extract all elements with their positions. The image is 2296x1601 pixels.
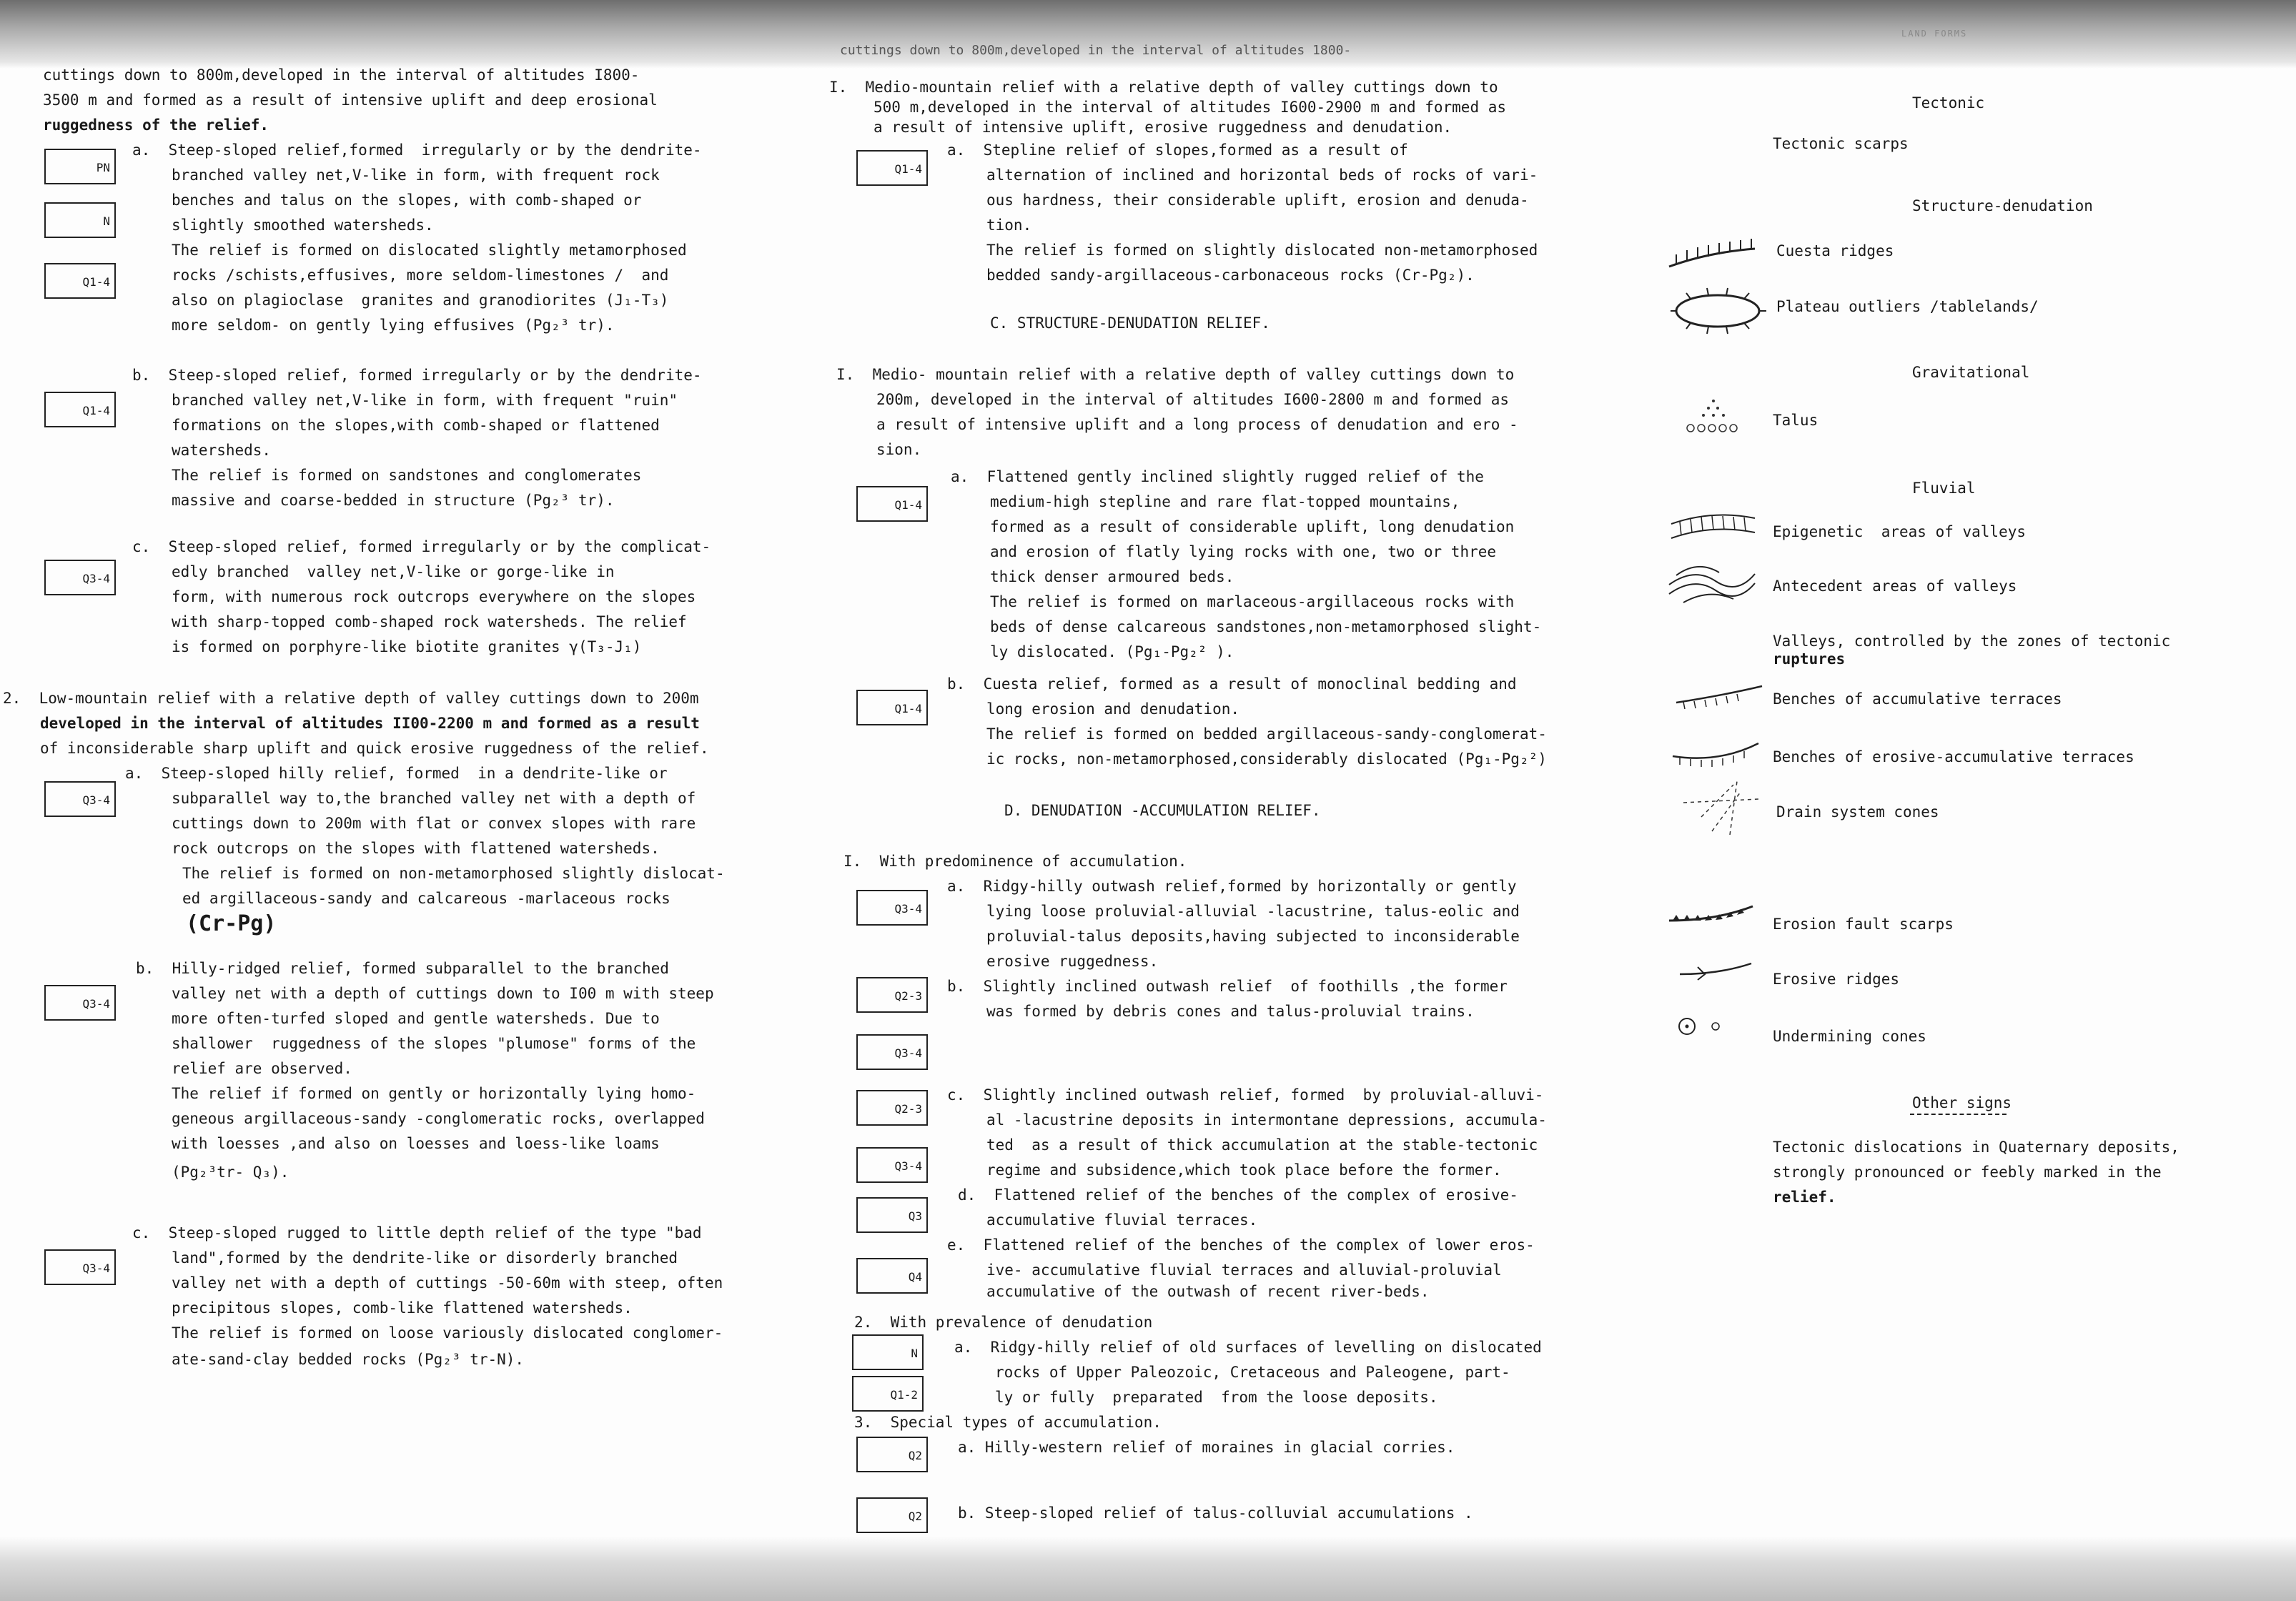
text-line: long erosion and denudation. [986,700,1240,718]
legend-label: Antecedent areas of valleys [1773,578,2017,595]
text-line: cuttings down to 200m with flat or convex slopes with rare [172,815,696,832]
text-line: rock outcrops on the slopes with flattened watersheds. [172,840,660,857]
legend-box: Q1-4 [856,486,928,522]
legend-box: Q3 [856,1197,928,1233]
legend-box: PN [44,149,116,184]
text-line: regime and subsidence,which took place before the former. [986,1161,1502,1179]
heading-tectonic: Tectonic [1912,94,1985,111]
text-line: a. Hilly-western relief of moraines in glacial corries. [958,1439,1455,1456]
text-line: shallower ruggedness of the slopes "plumose" forms of the [172,1035,696,1052]
legend-box: Q2 [856,1437,928,1472]
epigenetic-valley-icon [1666,510,1758,549]
dashed-line-sign [1910,1114,2006,1115]
text-line: land",formed by the dendrite-like or disorderly branched [172,1249,678,1267]
erosive-accumulative-terrace-icon [1669,742,1762,770]
legend-box: Q1-4 [44,263,116,299]
legend-box: Q2-3 [856,1090,928,1126]
text-line: watersheds. [172,442,272,459]
text-line: geneous argillaceous-sandy -conglomeratic rocks, overlapped [172,1110,705,1127]
text-line: is formed on porphyre-like biotite granites γ(T₃-J₁) [172,638,642,655]
text-line: (Cr-Pg) [186,911,277,936]
text-line: medium-high stepline and rare flat-topped mountains, [990,493,1460,510]
text-line: (Pg₂³tr- Q₃). [172,1164,290,1181]
text-line: more seldom- on gently lying effusives (Pg₂³ tr). [172,317,615,334]
legend-box: Q4 [856,1258,928,1294]
text-line: b. Steep-sloped relief, formed irregularly or by the dendrite- [132,367,702,384]
legend-label: Benches of accumulative terraces [1773,690,2062,708]
legend-label: Cuesta ridges [1776,242,1894,259]
legend-label: Epigenetic areas of valleys [1773,523,2027,540]
text-line: subparallel way to,the branched valley net with a depth of [172,790,696,807]
text-line: beds of dense calcareous sandstones,non-metamorphosed slight- [990,618,1542,635]
text-line: ate-sand-clay bedded rocks (Pg₂³ tr-N). [172,1351,525,1368]
legend-label: Benches of erosive-accumulative terraces [1773,748,2134,765]
text-line: was formed by debris cones and talus-proluvial trains. [986,1003,1475,1020]
legend-box: N [852,1334,924,1370]
text-line: The relief is formed on dislocated slightly metamorphosed [172,242,687,259]
text-line: with loesses ,and also on loesses and loess-like loams [172,1135,660,1152]
text-line: The relief is formed on non-metamorphosed slightly dislocat- [182,865,725,882]
text-line: ed argillaceous-sandy and calcareous -marlaceous rocks [182,890,671,907]
legend-label: Plateau outliers /tablelands/ [1776,298,2039,315]
heading-gravitational: Gravitational [1912,364,2030,381]
text-line: e. Flattened relief of the benches of the complex of lower eros- [947,1236,1535,1254]
text-line: 200m, developed in the interval of altitudes I600-2800 m and formed as [876,391,1510,408]
text-line: a. Steep-sloped hilly relief, formed in a dendrite-like or [125,765,668,782]
text-line: edly branched valley net,V-like or gorge-like in [172,563,615,580]
text-line: The relief is formed on marlaceous-argillaceous rocks with [990,593,1515,610]
text-line: and erosion of flatly lying rocks with one, two or three [990,543,1497,560]
text-line: tion. [986,217,1032,234]
legend-box: Q3-4 [856,890,928,926]
text-line: more often-turfed sloped and gentle watersheds. Due to [172,1010,660,1027]
legend-label: Drain system cones [1776,803,1939,821]
text-line: precipitous slopes, comb-like flattened watersheds. [172,1299,633,1317]
text-line: a result of intensive uplift, erosive ruggedness and denudation. [874,119,1453,136]
heading-fluvial: Fluvial [1912,480,1976,497]
text-line: a. Flattened gently inclined slightly rugged relief of the [951,468,1484,485]
undermining-cone-icon [1676,1013,1733,1039]
text-line: also on plagioclase granites and granodiorites (J₁-T₃) [172,292,669,309]
text-line: sion. [876,441,922,458]
legend-box: Q2-3 [856,977,928,1013]
text-line: I. Medio-mountain relief with a relative depth of valley cuttings down to [829,79,1498,96]
text-line: I. With predominence of accumulation. [843,853,1187,870]
text-line: formations on the slopes,with comb-shaped or flattened [172,417,660,434]
cuesta-ridge-icon [1666,234,1758,277]
legend-box: Q3-4 [856,1034,928,1070]
text-line: ic rocks, non-metamorphosed,considerably dislocated (Pg₁-Pg₂²) [986,750,1547,768]
text-line: The relief is formed on loose variously dislocated conglomer- [172,1324,723,1342]
drain-cone-icon [1680,774,1766,838]
text-line: c. Slightly inclined outwash relief, formed by proluvial-alluvi- [947,1086,1544,1104]
text-line: The relief is formed on slightly dislocated non-metamorphosed [986,242,1538,259]
text-line: branched valley net,V-like in form, with frequent rock [172,167,660,184]
erosive-ridge-icon [1676,960,1755,985]
text-line: branched valley net,V-like in form, with frequent "ruin" [172,392,678,409]
text-line: d. Flattened relief of the benches of the complex of erosive- [958,1186,1518,1204]
legend-label: Talus [1773,412,1819,429]
text-line: b. Slightly inclined outwash relief of foothills ,the former [947,978,1508,995]
text-line: c. Steep-sloped relief, formed irregularly or by the complicat- [132,538,711,555]
text-line: with sharp-topped comb-shaped rock watersheds. The relief [172,613,687,630]
text-line: valley net with a depth of cuttings down to I00 m with steep [172,985,714,1002]
text-line: ruggedness of the relief. [43,117,269,134]
section-heading-c: C. STRUCTURE-DENUDATION RELIEF. [990,314,1270,332]
text-line: b. Cuesta relief, formed as a result of monoclinal bedding and [947,675,1517,693]
plateau-outlier-icon [1669,284,1769,338]
text-line: a. Ridgy-hilly outwash relief,formed by horizontally or gently [947,878,1517,895]
text-line: a result of intensive uplift and a long process of denudation and ero - [876,416,1518,433]
legend-label: Erosion fault scarps [1773,916,1954,933]
text-line: 2. With prevalence of denudation [854,1314,1153,1331]
text-line: 500 m,developed in the interval of altitudes I600-2900 m and formed as [874,99,1507,116]
text-line: cuttings down to 800m,developed in the interval of altitudes I800- [43,66,640,84]
legend-label: ruptures [1773,650,1846,668]
accumulative-terrace-icon [1673,685,1766,713]
text-line: form, with numerous rock outcrops everywhere on the slopes [172,588,696,605]
text-line: of inconsiderable sharp uplift and quick erosive ruggedness of the relief. [40,740,709,757]
talus-icon [1683,395,1748,438]
legend-label: Tectonic dislocations in Quaternary deposits, [1773,1139,2179,1156]
legend-box: Q2 [856,1497,928,1533]
text-line: relief are observed. [172,1060,352,1077]
text-line: al -lacustrine deposits in intermontane depressions, accumula- [986,1111,1547,1129]
antecedent-valley-icon [1666,560,1758,610]
legend-box: Q3-4 [44,560,116,595]
legend-box: Q3-4 [44,1249,116,1285]
legend-label: Valleys, controlled by the zones of tectonic [1773,633,2171,650]
text-line: a. Stepline relief of slopes,formed as a result of [947,142,1408,159]
section-heading-d: D. DENUDATION -ACCUMULATION RELIEF. [1004,802,1321,819]
heading-structure-denudation: Structure-denudation [1912,197,2093,214]
text-line: massive and coarse-bedded in structure (Pg₂³ tr). [172,492,615,509]
text-line: ly or fully preparated from the loose deposits. [995,1389,1438,1406]
text-line: formed as a result of considerable uplift, long denudation [990,518,1515,535]
legend-box: Q1-4 [856,150,928,186]
legend-box: Q3-4 [44,985,116,1021]
legend-label: relief. [1773,1189,1836,1206]
text-line: ted as a result of thick accumulation at the stable-tectonic [986,1136,1538,1154]
legend-label: strongly pronounced or feebly marked in the [1773,1164,2162,1181]
text-line: 3500 m and formed as a result of intensive uplift and deep erosional [43,91,658,109]
text-line: b. Steep-sloped relief of talus-colluvial accumulations . [958,1505,1473,1522]
text-line: lying loose proluvial-alluvial -lacustrine, talus-eolic and [986,903,1520,920]
text-line: bedded sandy-argillaceous-carbonaceous rocks (Cr-Pg₂). [986,267,1475,284]
legend-box: Q1-2 [852,1376,924,1412]
legend-box: Q1-4 [856,690,928,725]
legend-box: Q3-4 [856,1147,928,1183]
text-line: I. Medio- mountain relief with a relative depth of valley cuttings down to [836,366,1515,383]
text-line: ly dislocated. (Pg₁-Pg₂² ). [990,643,1234,660]
header-fragment: cuttings down to 800m,developed in the interval of altitudes 1800- [840,43,1352,58]
text-line: The relief if formed on gently or horizontally lying homo- [172,1085,696,1102]
text-line: proluvial-talus deposits,having subjected to inconsiderable [986,928,1520,945]
text-line: 3. Special types of accumulation. [854,1414,1162,1431]
text-line: c. Steep-sloped rugged to little depth relief of the type "bad [132,1224,702,1241]
text-line: accumulative of the outwash of recent river-beds. [986,1283,1430,1300]
text-line: benches and talus on the slopes, with comb-shaped or [172,192,642,209]
text-line: erosive ruggedness. [986,953,1159,970]
erosion-fault-scarp-icon [1666,899,1758,928]
text-line: a. Steep-sloped relief,formed irregularly or by the dendrite- [132,142,702,159]
text-line: ous hardness, their considerable uplift, erosion and denuda- [986,192,1529,209]
text-line: a. Ridgy-hilly relief of old surfaces of levelling on dislocated [954,1339,1542,1356]
text-line: b. Hilly-ridged relief, formed subparallel to the branched [136,960,669,977]
text-line: rocks of Upper Paleozoic, Cretaceous and Paleogene, part- [995,1364,1510,1381]
text-line: 2. Low-mountain relief with a relative depth of valley cuttings down to 200m [3,690,699,707]
legend-label: Tectonic scarps [1773,135,1909,152]
text-line: valley net with a depth of cuttings -50-60m with steep, often [172,1274,723,1292]
text-line: rocks /schists,effusives, more seldom-limestones / and [172,267,669,284]
text-line: thick denser armoured beds. [990,568,1234,585]
text-line: ive- accumulative fluvial terraces and alluvial-proluvial [986,1262,1502,1279]
text-line: slightly smoothed watersheds. [172,217,434,234]
legend-label: Undermining cones [1773,1028,1926,1045]
text-line: developed in the interval of altitudes II00-2200 m and formed as a result [40,715,700,732]
corner-label: LAND FORMS [1901,29,1968,39]
text-line: The relief is formed on sandstones and conglomerates [172,467,642,484]
text-line: alternation of inclined and horizontal beds of rocks of vari- [986,167,1538,184]
legend-box: N [44,202,116,238]
legend-label: Erosive ridges [1773,971,1900,988]
heading-other-signs: Other signs [1912,1094,2012,1111]
text-line: The relief is formed on bedded argillaceous-sandy-conglomerat- [986,725,1547,743]
legend-box: Q3-4 [44,781,116,817]
legend-box: Q1-4 [44,392,116,427]
text-line: accumulative fluvial terraces. [986,1211,1258,1229]
scan-bottom-shadow [0,1537,2296,1601]
